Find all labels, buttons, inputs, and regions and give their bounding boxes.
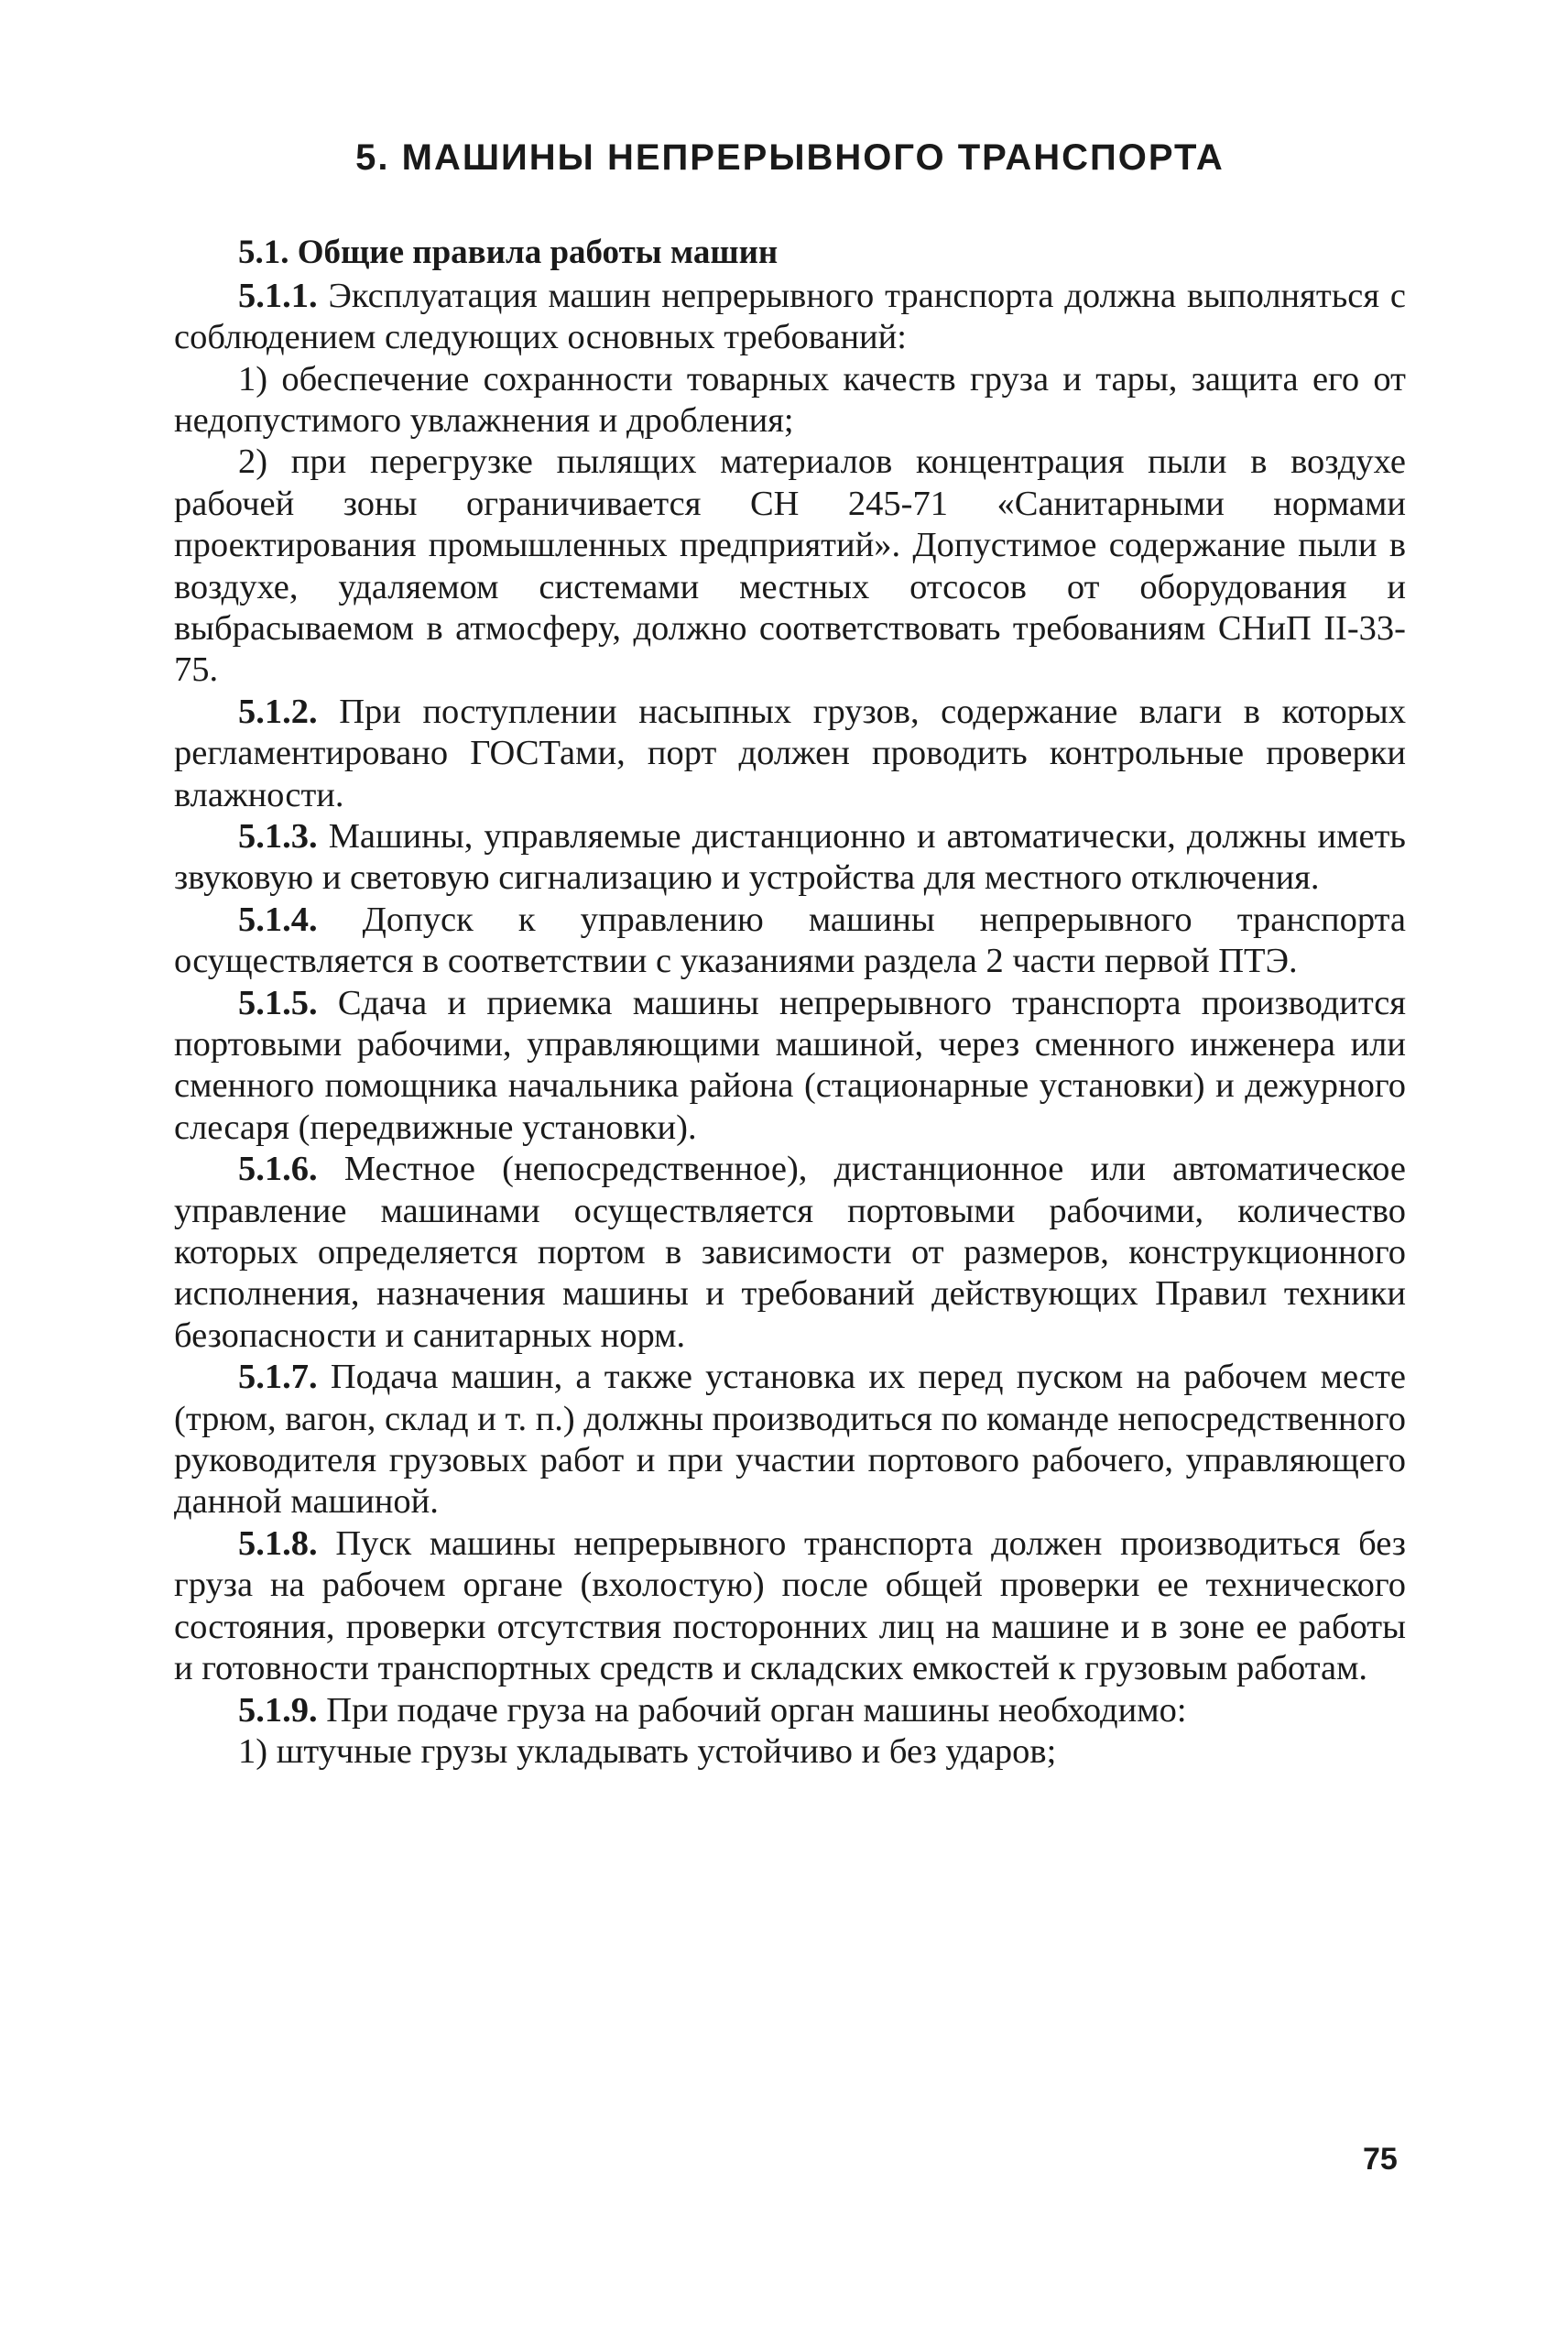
paragraph-text: Местное (непосредственное), дистанционное или автоматическое управление машинами осуществляется портовыми рабочими, количество которых определяется портом в зависимости от размеров, конструкционного исполнения, назначения машины и требований действующих Правил техники безопасности и санитарных норм. (174, 1150, 1406, 1355)
paragraph (174, 816, 1406, 900)
clause-number: 5.1.1. (238, 276, 318, 315)
paragraph-text: Допуск к управлению машины непрерывного транспорта осуществляется в соответствии с указаниями раздела 2 части первой ПТЭ. (174, 900, 1406, 981)
page-content (174, 137, 1406, 1773)
paragraph (174, 1357, 1406, 1523)
paragraph-text: При поступлении насыпных грузов, содержание влаги в которых регламентировано ГОСТами, порт должен проводить контрольные проверки влажности. (174, 692, 1406, 814)
clause-number: 5.1.6. (238, 1150, 318, 1189)
paragraph (174, 1523, 1406, 1690)
clause-number: 5.1.3. (238, 816, 318, 856)
clause-number: 5.1.8. (238, 1523, 318, 1563)
paragraph (174, 1731, 1406, 1773)
paragraph (174, 359, 1406, 442)
page-number: 75 (1363, 2142, 1398, 2177)
clause-number: 5.1.5. (238, 983, 318, 1022)
chapter-title: 5. МАШИНЫ НЕПРЕРЫВНОГО ТРАНСПОРТА (355, 137, 1225, 178)
paragraph (174, 276, 1406, 359)
paragraph-text: 1) штучные грузы укладывать устойчиво и без ударов; (238, 1731, 1057, 1771)
paragraph (174, 1149, 1406, 1357)
paragraph-text: Пуск машины непрерывного транспорта должен производиться без груза на рабочем органе (вхолостую) после общей проверки ее технического состояния, проверки отсутствия посторонних лиц на машине и в зоне ее работы и готовности транспортных средств и складских емкостей к грузовым работам. (174, 1523, 1406, 1688)
paragraph-text: Эксплуатация машин непрерывного транспорта должна выполняться с соблюдением следующих основных требований: (174, 276, 1406, 357)
clause-number: 5.1.2. (238, 692, 318, 731)
paragraph (174, 442, 1406, 691)
section-title: 5.1. Общие правила работы машин (238, 234, 779, 271)
paragraph (174, 900, 1406, 983)
paragraph-text: 1) обеспечение сохранности товарных качеств груза и тары, защита его от недопустимого увлажнения и дробления; (174, 359, 1406, 440)
clause-number: 5.1.7. (238, 1358, 318, 1397)
paragraph (174, 1690, 1406, 1731)
paragraph-text: 2) при перегрузке пылящих материалов концентрация пыли в воздухе рабочей зоны ограничивается СН 245-71 «Санитарными нормами проектирования промышленных предприятий». Допустимое содержание пыли в воздухе, удаляемом системами местных отсосов от оборудования и выбрасываемом в атмосферу, должно соответствовать требованиям СНиП II-33-75. (174, 442, 1406, 690)
paragraph (174, 692, 1406, 816)
paragraph-text: При подаче груза на рабочий орган машины необходимо: (317, 1690, 1187, 1730)
paragraph-text: Сдача и приемка машины непрерывного транспорта производится портовыми рабочими, управляющими машиной, через сменного инженера или сменного помощника начальника района (стационарные установки) и дежурного слесаря (передвижные установки). (174, 983, 1406, 1147)
paragraph (174, 983, 1406, 1150)
paragraph-text: Подача машин, а также установка их перед пуском на рабочем месте (трюм, вагон, склад и т. п.) должны производиться по команде непосредственного руководителя грузовых работ и при участии портового рабочего, управляющего данной машиной. (174, 1358, 1406, 1522)
clause-number: 5.1.4. (238, 900, 318, 939)
clause-number: 5.1.9. (238, 1690, 318, 1730)
paragraph-text: Машины, управляемые дистанционно и автоматически, должны иметь звуковую и световую сигнализацию и устройства для местного отключения. (174, 816, 1406, 898)
